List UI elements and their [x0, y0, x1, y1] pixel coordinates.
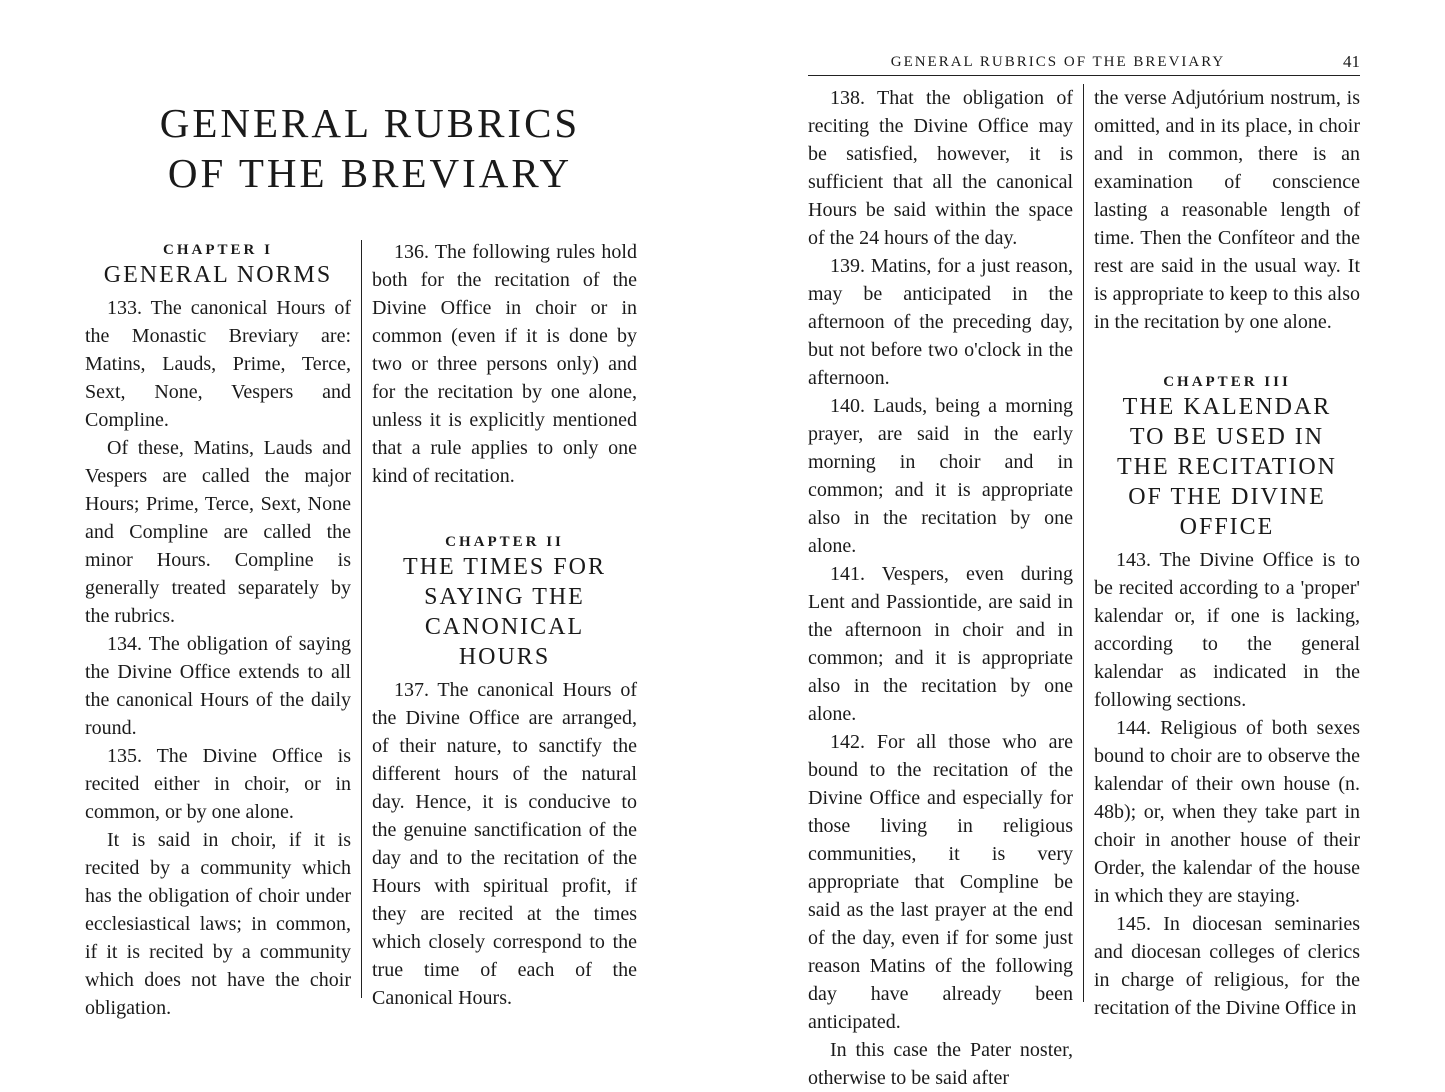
paragraph-143: 143. The Divine Office is to be recited according to a 'proper' kalendar or, if one is lacking, according to the general kalendar as indicated in the following sections. [1094, 549, 1360, 711]
chapter-title-line: THE TIMES FOR [403, 554, 606, 580]
page-title [100, 98, 640, 198]
running-header [808, 52, 1360, 74]
title-line-1: GENERAL RUBRICS [159, 100, 581, 146]
header-rule [808, 75, 1360, 76]
chapter-title-line: THE KALENDAR [1122, 394, 1332, 420]
title-line-2: OF THE BREVIARY [167, 150, 573, 196]
paragraph-141: 141. Vespers, even during Lent and Passiontide, are said in the afternoon in choir and in common; and it is appropriate also in the recitation by one alone. [808, 563, 1073, 725]
paragraph-133: 133. The canonical Hours of the Monastic Breviary are: Matins, Lauds, Prime, Terce, Sext, None, Vespers and Compline. [85, 297, 351, 431]
chapter-label: CHAPTER III [1163, 374, 1291, 390]
paragraph-144: 144. Religious of both sexes bound to choir are to observe the kalendar of their own house (n. 48b); or, when they take part in choir in another house of their Order, the kalendar of the house in which they are staying. [1094, 717, 1360, 907]
paragraph: In this case the Pater noster, otherwise to be said after [808, 1039, 1073, 1089]
chapter-title [1094, 392, 1360, 542]
paragraph-142: 142. For all those who are bound to the recitation of the Divine Office and especially for those living in religious communities, it is very appropriate that Compline be said as the last prayer at the end of the day, even if for some just reason Matins of the following day have already been anticipated. [808, 731, 1073, 1033]
column-divider [361, 240, 362, 998]
chapter-title-line: OFFICE [1179, 514, 1275, 540]
chapter-title: GENERAL NORMS [103, 262, 333, 288]
paragraph-135: 135. The Divine Office is recited either in choir, or in common, or by one alone. [85, 745, 351, 823]
paragraph: the verse Adjutórium nostrum, is omitted, and in its place, in choir and in common, there is an examination of conscience lasting a reasonable length of time. Then the Confíteor and the rest are said in the usual way. It is appropriate to keep to this also in the recitation by one alone. [1094, 87, 1360, 333]
left-column-2 [372, 238, 637, 1012]
paragraph-140: 140. Lauds, being a morning prayer, are said in the early morning in choir and in common; and it is appropriate also in the recitation by one alone. [808, 395, 1073, 557]
column-divider [1083, 84, 1084, 1002]
paragraph-136: 136. The following rules hold both for the recitation of the Divine Office in choir or in common (even if it is done by two or three persons only) and for the recitation by one alone, unless it is explicitly mentioned that a rule applies to only one kind of recitation. [372, 241, 637, 487]
paragraph: It is said in choir, if it is recited by a community which has the obligation of choir under ecclesiastical laws; in common, if it is recited by a community which does not have the choir obligation. [85, 829, 351, 1019]
chapter-title-line: TO BE USED IN [1129, 424, 1325, 450]
chapter-title-line: THE RECITATION [1116, 454, 1338, 480]
page-number: 41 [1343, 52, 1360, 71]
paragraph-137: 137. The canonical Hours of the Divine Office are arranged, of their nature, to sanctify the different hours of the natural day. Hence, it is conducive to the genuine sanctification of the day and to the recitation of the Hours with spiritual profit, if they are recited at the times which closely correspond to the true time of each of the Canonical Hours. [372, 679, 637, 1009]
left-column-1 [85, 240, 351, 1022]
chapter-label: CHAPTER I [163, 242, 273, 258]
chapter-label: CHAPTER II [445, 534, 564, 550]
paragraph-145: 145. In diocesan seminaries and diocesan colleges of clerics in charge of religious, for the recitation of the Divine Office in [1094, 913, 1360, 1019]
paragraph-134: 134. The obligation of saying the Divine Office extends to all the canonical Hours of the daily round. [85, 633, 351, 739]
chapter-title-line: SAYING THE [424, 584, 585, 610]
right-column-2 [1094, 84, 1360, 1022]
right-column-1 [808, 84, 1073, 1092]
paragraph-138: 138. That the obligation of reciting the Divine Office may be satisfied, however, it is sufficient that all the canonical Hours be said within the space of the 24 hours of the day. [808, 87, 1073, 249]
chapter-title-line: HOURS [458, 644, 551, 670]
paragraph: Of these, Matins, Lauds and Vespers are called the major Hours; Prime, Terce, Sext, None and Compline are called the minor Hours. Compline is generally treated separately by the rubrics. [85, 437, 351, 627]
running-head: GENERAL RUBRICS OF THE BREVIARY [890, 54, 1226, 70]
chapter-title [372, 552, 637, 672]
paragraph-139: 139. Matins, for a just reason, may be anticipated in the afternoon of the preceding day, but not before two o'clock in the afternoon. [808, 255, 1073, 389]
chapter-title-line: OF THE DIVINE [1128, 484, 1326, 510]
chapter-title-line: CANONICAL [424, 614, 585, 640]
